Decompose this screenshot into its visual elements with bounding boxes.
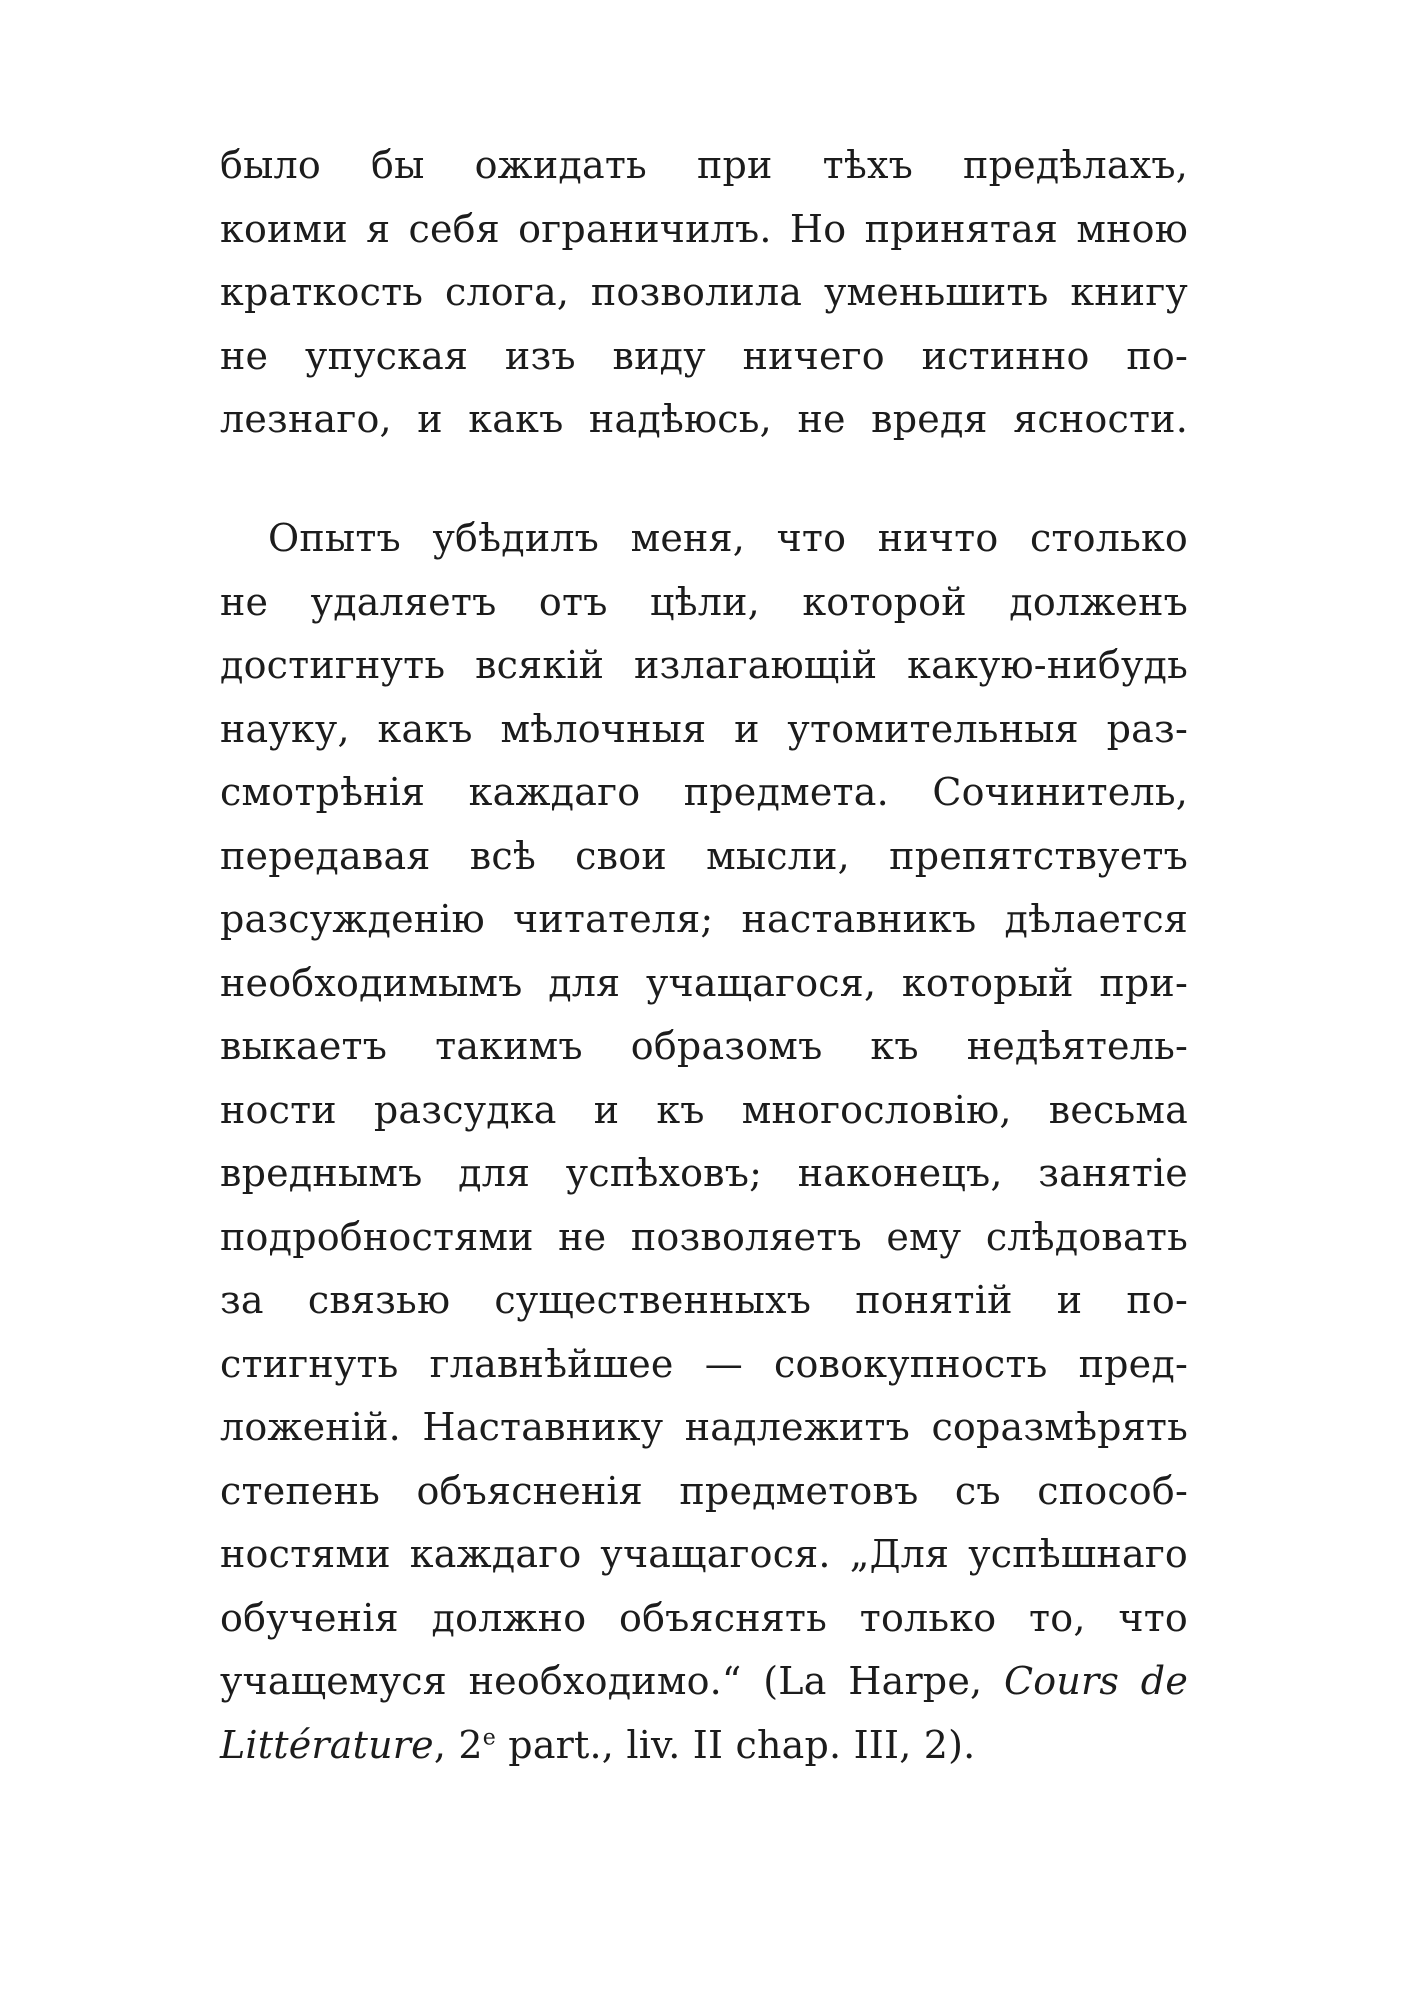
text-line: вреднымъ для успѣховъ; наконецъ, занятіе [220,1151,1188,1195]
text-line: краткость слога, позволила уменьшить книгу [220,270,1188,314]
text-line: необходимымъ для учащагося, который при- [220,960,1188,1005]
text-segment: учащемуся необходимо.“ (La Harpe, [220,1659,983,1703]
citation-superscript: e [482,1724,497,1750]
text-line: степень объясненія предметовъ съ способ- [220,1468,1188,1513]
text-line: передавая всѣ свои мысли, препятствуетъ [220,833,1188,878]
text-line: выкаетъ такимъ образомъ къ недѣятель- [220,1024,1188,1068]
text-line: ностями каждаго учащагося. „Для успѣшнаго [220,1532,1188,1576]
citation-line [220,1714,1188,1778]
text-line: не удаляетъ отъ цѣли, которой долженъ [220,579,1188,624]
text-line: ности разсудка и къ многословію, весьма [220,1087,1188,1132]
text-line: достигнуть всякій излагающій какую-нибудь [220,643,1188,687]
text-line: стигнуть главнѣйшее — совокупность пред- [220,1341,1188,1386]
text-line: за связью существенныхъ понятій и по- [220,1278,1188,1322]
text-line: было бы ожидать при тѣхъ предѣлахъ, [220,143,1188,187]
text-line-with-citation [220,1650,1188,1714]
citation-text-end: part., liv. II chap. III, 2). [496,1722,976,1767]
text-line: ложеній. Наставнику надлежитъ соразмѣрять [220,1405,1188,1449]
text-line: обученія должно объяснять только то, что [220,1595,1188,1640]
text-line: смотрѣнія каждаго предмета. Сочинитель, [220,770,1188,814]
citation-text: , 2 [433,1722,483,1767]
paragraph-2 [220,507,1188,1777]
text-line: науку, какъ мѣлочныя и утомительныя раз- [220,706,1188,751]
text-line: подробностями не позволяетъ ему слѣдовать [220,1214,1188,1259]
citation-title: Cours de [1004,1659,1189,1703]
text-line: Опытъ убѣдилъ меня, что ничто столько [268,516,1188,560]
paragraph-1 [220,134,1188,452]
text-line: не упуская изъ виду ничего истинно по- [220,333,1188,378]
text-line: коими я себя ограничилъ. Но принятая мною [220,206,1188,251]
citation-title-cont: Littérature [220,1722,434,1767]
text-line: разсужденію читателя; наставникъ дѣлается [220,897,1188,941]
text-line: лезнаго, и какъ надѣюсь, не вредя ясности. [220,397,1188,441]
